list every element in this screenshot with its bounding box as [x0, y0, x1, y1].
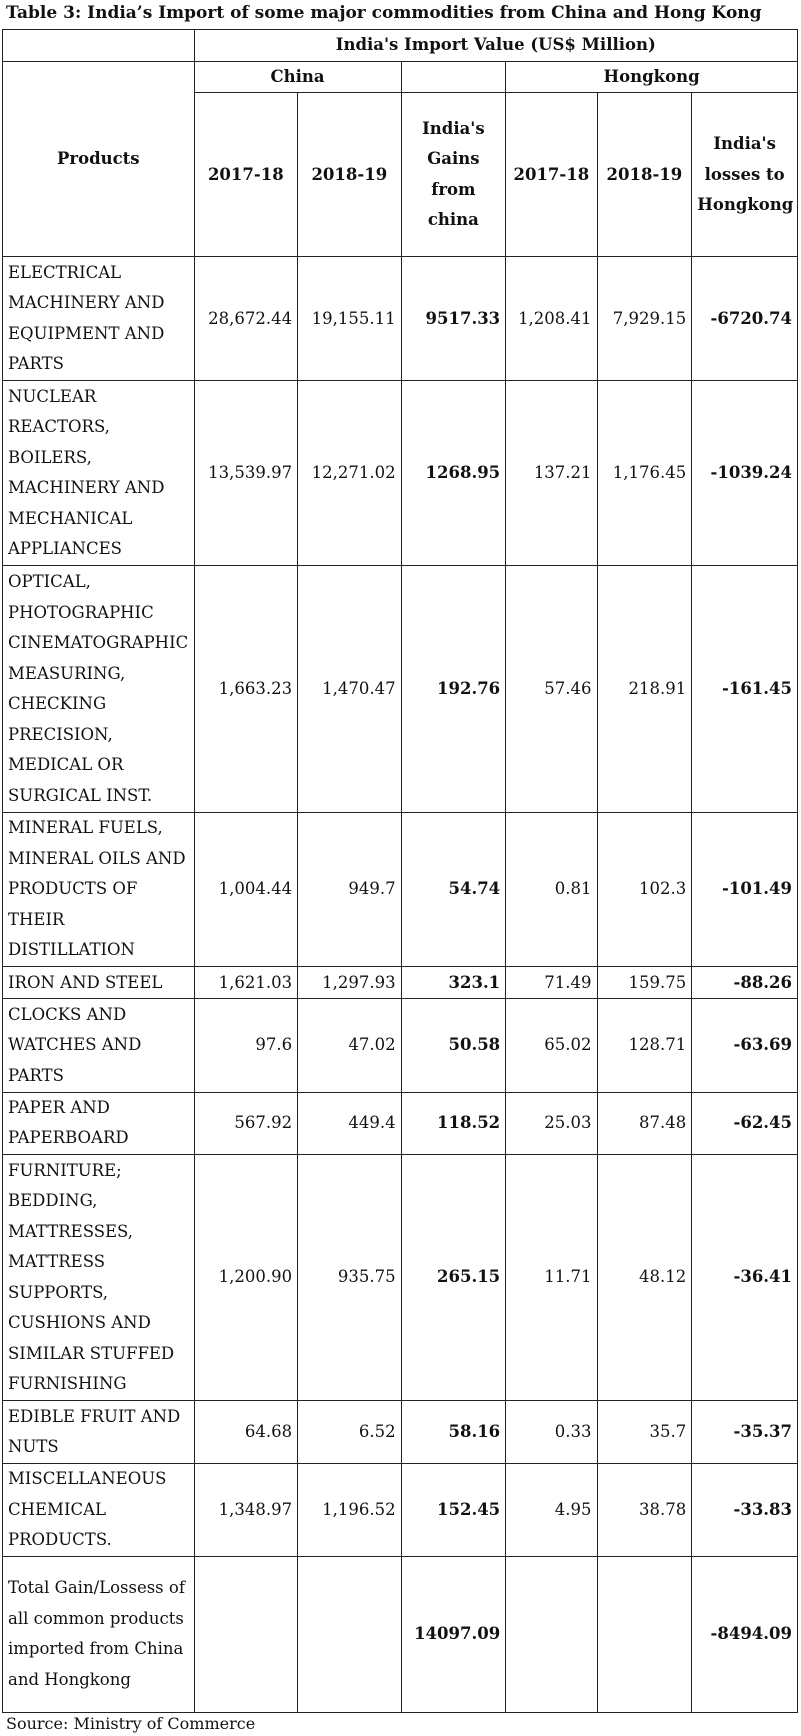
source-note: Source: Ministry of Commerce — [6, 1714, 256, 1733]
total-blank — [597, 1556, 692, 1712]
header-blank — [3, 30, 195, 62]
table-caption: Table 3: India’s Import of some major commodities from China and Hong Kong — [6, 3, 762, 23]
china-2017-18-value: 28,672.44 — [194, 257, 298, 381]
gain-value: 118.52 — [401, 1092, 506, 1154]
gain-value: 50.58 — [401, 999, 506, 1092]
china-2018-19-value: 1,297.93 — [298, 967, 402, 999]
hongkong-2018-19-value: 48.12 — [597, 1154, 692, 1401]
header-china-2018-19: 2018-19 — [298, 93, 402, 257]
total-loss-value: -8494.09 — [692, 1556, 798, 1712]
gain-value: 9517.33 — [401, 257, 506, 381]
gain-value: 54.74 — [401, 812, 506, 966]
loss-value: -1039.24 — [692, 381, 798, 566]
table-row — [3, 967, 798, 999]
gain-value: 192.76 — [401, 566, 506, 813]
china-2017-18-value: 1,004.44 — [194, 812, 298, 966]
table-row — [3, 812, 798, 966]
china-2018-19-value: 949.7 — [298, 812, 402, 966]
header-hongkong-2017-18: 2017-18 — [506, 93, 597, 257]
hongkong-2018-19-value: 87.48 — [597, 1092, 692, 1154]
table-row — [3, 1463, 798, 1556]
china-2017-18-value: 567.92 — [194, 1092, 298, 1154]
loss-value: -6720.74 — [692, 257, 798, 381]
loss-value: -88.26 — [692, 967, 798, 999]
china-2017-18-value: 13,539.97 — [194, 381, 298, 566]
china-2018-19-value: 935.75 — [298, 1154, 402, 1401]
product-name: MINERAL FUELS, MINERAL OILS AND PRODUCTS OF THEIR DISTILLATION — [3, 812, 195, 966]
hongkong-2018-19-value: 38.78 — [597, 1463, 692, 1556]
china-2017-18-value: 64.68 — [194, 1401, 298, 1463]
product-name: FURNITURE; BEDDING, MATTRESSES, MATTRESS SUPPORTS, CUSHIONS AND SIMILAR STUFFED FURNISHING — [3, 1154, 195, 1401]
hongkong-2017-18-value: 57.46 — [506, 566, 597, 813]
header-china-2017-18: 2017-18 — [194, 93, 298, 257]
gain-value: 152.45 — [401, 1463, 506, 1556]
loss-value: -161.45 — [692, 566, 798, 813]
china-2018-19-value: 12,271.02 — [298, 381, 402, 566]
china-2018-19-value: 1,196.52 — [298, 1463, 402, 1556]
loss-value: -36.41 — [692, 1154, 798, 1401]
hongkong-2017-18-value: 137.21 — [506, 381, 597, 566]
china-2017-18-value: 1,200.90 — [194, 1154, 298, 1401]
hongkong-2017-18-value: 11.71 — [506, 1154, 597, 1401]
gain-value: 323.1 — [401, 967, 506, 999]
hongkong-2018-19-value: 128.71 — [597, 999, 692, 1092]
total-gain-value: 14097.09 — [401, 1556, 506, 1712]
table-row — [3, 1092, 798, 1154]
china-2018-19-value: 47.02 — [298, 999, 402, 1092]
china-2018-19-value: 449.4 — [298, 1092, 402, 1154]
total-label: Total Gain/Lossess of all common products imported from China and Hongkong — [3, 1556, 195, 1712]
table-row — [3, 381, 798, 566]
hongkong-2017-18-value: 0.81 — [506, 812, 597, 966]
product-name: OPTICAL, PHOTOGRAPHIC CINEMATOGRAPHIC MEASURING, CHECKING PRECISION, MEDICAL OR SURGICAL INST. — [3, 566, 195, 813]
loss-value: -101.49 — [692, 812, 798, 966]
hongkong-2017-18-value: 0.33 — [506, 1401, 597, 1463]
china-2018-19-value: 6.52 — [298, 1401, 402, 1463]
header-china: China — [194, 61, 401, 93]
table-row — [3, 999, 798, 1092]
hongkong-2018-19-value: 102.3 — [597, 812, 692, 966]
table-row — [3, 257, 798, 381]
total-row — [3, 1556, 798, 1712]
hongkong-2018-19-value: 159.75 — [597, 967, 692, 999]
hongkong-2017-18-value: 71.49 — [506, 967, 597, 999]
hongkong-2017-18-value: 1,208.41 — [506, 257, 597, 381]
hongkong-2018-19-value: 7,929.15 — [597, 257, 692, 381]
header-row-countries — [3, 61, 798, 93]
product-name: EDIBLE FRUIT AND NUTS — [3, 1401, 195, 1463]
header-hongkong: Hongkong — [506, 61, 798, 93]
hongkong-2017-18-value: 25.03 — [506, 1092, 597, 1154]
table-row — [3, 1401, 798, 1463]
china-2018-19-value: 19,155.11 — [298, 257, 402, 381]
header-gains-from-china: India's Gains from china — [401, 93, 506, 257]
header-hongkong-2018-19: 2018-19 — [597, 93, 692, 257]
china-2018-19-value: 1,470.47 — [298, 566, 402, 813]
gain-value: 58.16 — [401, 1401, 506, 1463]
table-row — [3, 566, 798, 813]
gain-value: 1268.95 — [401, 381, 506, 566]
product-name: CLOCKS AND WATCHES AND PARTS — [3, 999, 195, 1092]
hongkong-2018-19-value: 35.7 — [597, 1401, 692, 1463]
header-blank-gain — [401, 61, 506, 93]
total-blank — [298, 1556, 402, 1712]
china-2017-18-value: 1,621.03 — [194, 967, 298, 999]
header-losses-to-hongkong: India's losses to Hongkong — [692, 93, 798, 257]
product-name: MISCELLANEOUS CHEMICAL PRODUCTS. — [3, 1463, 195, 1556]
import-table — [2, 29, 798, 1713]
product-name: ELECTRICAL MACHINERY AND EQUIPMENT AND PARTS — [3, 257, 195, 381]
china-2017-18-value: 1,663.23 — [194, 566, 298, 813]
gain-value: 265.15 — [401, 1154, 506, 1401]
hongkong-2017-18-value: 4.95 — [506, 1463, 597, 1556]
loss-value: -33.83 — [692, 1463, 798, 1556]
loss-value: -35.37 — [692, 1401, 798, 1463]
product-name: NUCLEAR REACTORS, BOILERS, MACHINERY AND MECHANICAL APPLIANCES — [3, 381, 195, 566]
loss-value: -62.45 — [692, 1092, 798, 1154]
total-blank — [194, 1556, 298, 1712]
hongkong-2018-19-value: 1,176.45 — [597, 381, 692, 566]
hongkong-2018-19-value: 218.91 — [597, 566, 692, 813]
header-title: India's Import Value (US$ Million) — [194, 30, 797, 62]
hongkong-2017-18-value: 65.02 — [506, 999, 597, 1092]
total-blank — [506, 1556, 597, 1712]
loss-value: -63.69 — [692, 999, 798, 1092]
table-row — [3, 1154, 798, 1401]
header-products: Products — [3, 61, 195, 257]
china-2017-18-value: 1,348.97 — [194, 1463, 298, 1556]
product-name: IRON AND STEEL — [3, 967, 195, 999]
header-row-title — [3, 30, 798, 62]
china-2017-18-value: 97.6 — [194, 999, 298, 1092]
product-name: PAPER AND PAPERBOARD — [3, 1092, 195, 1154]
